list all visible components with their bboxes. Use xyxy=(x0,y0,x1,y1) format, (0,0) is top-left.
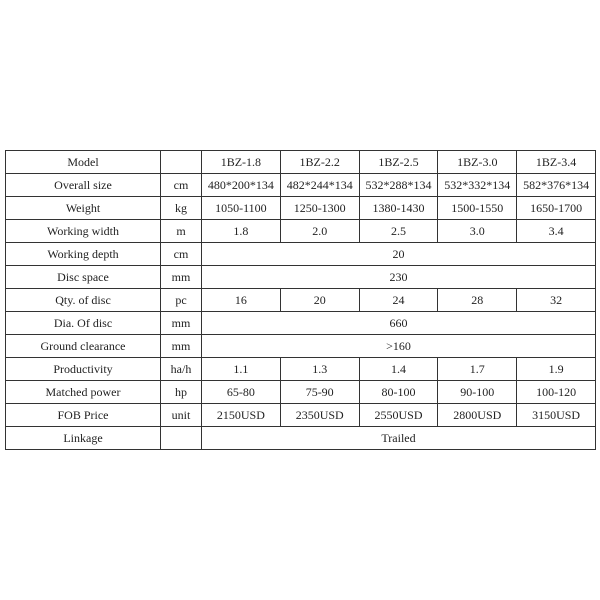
value-cell: 2150USD xyxy=(202,404,281,427)
unit-cell: ha/h xyxy=(161,358,202,381)
value-cell: 1380-1430 xyxy=(359,197,438,220)
row-label: Dia. Of disc xyxy=(6,312,161,335)
table-row xyxy=(6,197,596,220)
value-cell: 100-120 xyxy=(517,381,596,404)
value-cell: 90-100 xyxy=(438,381,517,404)
value-cell: 24 xyxy=(359,289,438,312)
value-cell: 1650-1700 xyxy=(517,197,596,220)
unit-cell: hp xyxy=(161,381,202,404)
table-row xyxy=(6,174,596,197)
spec-table xyxy=(5,150,596,450)
value-cell: 3.0 xyxy=(438,220,517,243)
unit-cell xyxy=(161,427,202,450)
table-row xyxy=(6,289,596,312)
value-cell: 1.4 xyxy=(359,358,438,381)
table-row xyxy=(6,358,596,381)
unit-cell: mm xyxy=(161,312,202,335)
merged-value-cell: Trailed xyxy=(202,427,596,450)
value-cell: 2.0 xyxy=(280,220,359,243)
value-cell: 16 xyxy=(202,289,281,312)
row-label: Overall size xyxy=(6,174,161,197)
table-row xyxy=(6,381,596,404)
model-header-cell: 1BZ-3.0 xyxy=(438,151,517,174)
header-row xyxy=(6,151,596,174)
value-cell: 532*332*134 xyxy=(438,174,517,197)
unit-header-cell xyxy=(161,151,202,174)
unit-cell: mm xyxy=(161,335,202,358)
merged-value-cell: >160 xyxy=(202,335,596,358)
unit-cell: mm xyxy=(161,266,202,289)
table-row xyxy=(6,427,596,450)
row-label: Working width xyxy=(6,220,161,243)
value-cell: 2.5 xyxy=(359,220,438,243)
unit-cell: cm xyxy=(161,243,202,266)
value-cell: 20 xyxy=(280,289,359,312)
value-cell: 1.1 xyxy=(202,358,281,381)
value-cell: 2350USD xyxy=(280,404,359,427)
row-label: Qty. of disc xyxy=(6,289,161,312)
model-header-cell: 1BZ-1.8 xyxy=(202,151,281,174)
table-row xyxy=(6,404,596,427)
row-label: Model xyxy=(6,151,161,174)
value-cell: 480*200*134 xyxy=(202,174,281,197)
value-cell: 532*288*134 xyxy=(359,174,438,197)
model-header-cell: 1BZ-2.2 xyxy=(280,151,359,174)
table-row xyxy=(6,312,596,335)
value-cell: 1500-1550 xyxy=(438,197,517,220)
value-cell: 2800USD xyxy=(438,404,517,427)
value-cell: 482*244*134 xyxy=(280,174,359,197)
table-row xyxy=(6,335,596,358)
row-label: Productivity xyxy=(6,358,161,381)
merged-value-cell: 20 xyxy=(202,243,596,266)
unit-cell: kg xyxy=(161,197,202,220)
value-cell: 2550USD xyxy=(359,404,438,427)
merged-value-cell: 660 xyxy=(202,312,596,335)
value-cell: 65-80 xyxy=(202,381,281,404)
value-cell: 3150USD xyxy=(517,404,596,427)
table-row xyxy=(6,220,596,243)
model-header-cell: 1BZ-2.5 xyxy=(359,151,438,174)
row-label: Working depth xyxy=(6,243,161,266)
model-header-cell: 1BZ-3.4 xyxy=(517,151,596,174)
value-cell: 1250-1300 xyxy=(280,197,359,220)
value-cell: 582*376*134 xyxy=(517,174,596,197)
value-cell: 1050-1100 xyxy=(202,197,281,220)
value-cell: 28 xyxy=(438,289,517,312)
row-label: Weight xyxy=(6,197,161,220)
unit-cell: cm xyxy=(161,174,202,197)
value-cell: 80-100 xyxy=(359,381,438,404)
row-label: FOB Price xyxy=(6,404,161,427)
value-cell: 32 xyxy=(517,289,596,312)
row-label: Ground clearance xyxy=(6,335,161,358)
value-cell: 1.3 xyxy=(280,358,359,381)
value-cell: 3.4 xyxy=(517,220,596,243)
row-label: Linkage xyxy=(6,427,161,450)
value-cell: 1.9 xyxy=(517,358,596,381)
row-label: Matched power xyxy=(6,381,161,404)
value-cell: 1.7 xyxy=(438,358,517,381)
merged-value-cell: 230 xyxy=(202,266,596,289)
value-cell: 75-90 xyxy=(280,381,359,404)
unit-cell: unit xyxy=(161,404,202,427)
table-row xyxy=(6,266,596,289)
table-row xyxy=(6,243,596,266)
unit-cell: m xyxy=(161,220,202,243)
value-cell: 1.8 xyxy=(202,220,281,243)
row-label: Disc space xyxy=(6,266,161,289)
unit-cell: pc xyxy=(161,289,202,312)
